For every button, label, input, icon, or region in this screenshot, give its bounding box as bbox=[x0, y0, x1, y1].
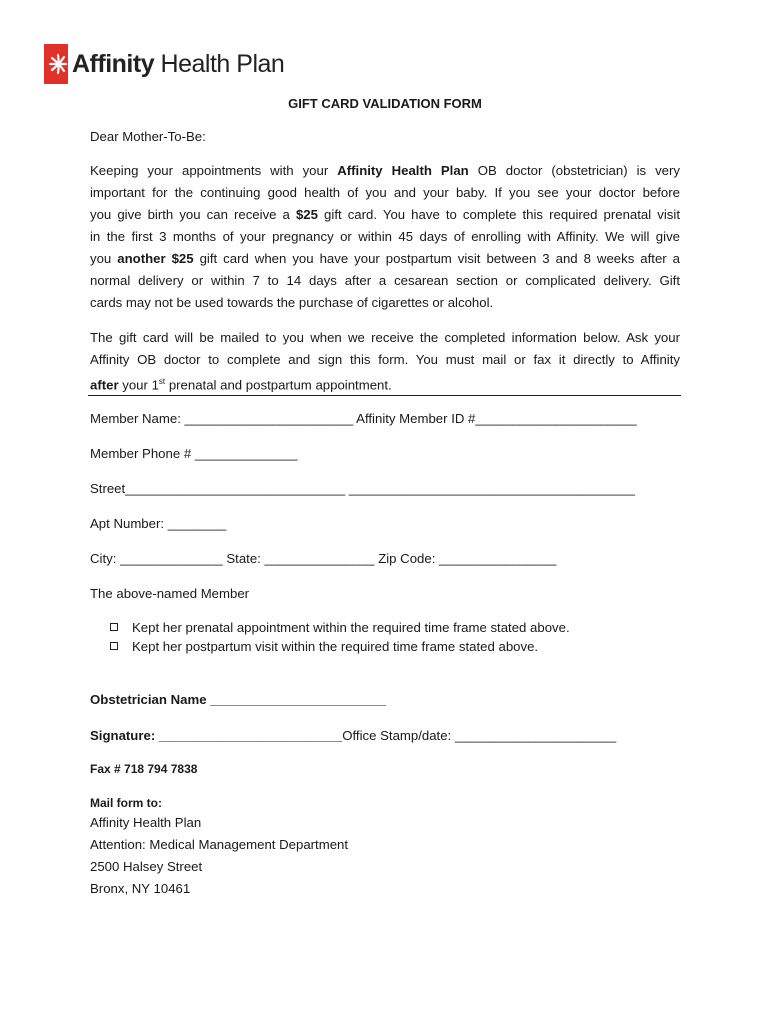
affinity-logo bbox=[44, 44, 284, 84]
affinity-logo-icon bbox=[44, 44, 68, 84]
signature-row bbox=[90, 728, 616, 743]
mailing-address bbox=[90, 812, 348, 900]
address-line: Affinity Health Plan bbox=[90, 815, 202, 830]
prenatal-checkbox-label: Kept her prenatal appointment within the required time frame stated above. bbox=[132, 620, 570, 635]
fax-number: Fax # 718 794 7838 bbox=[90, 762, 198, 776]
prenatal-checkbox[interactable] bbox=[110, 623, 118, 631]
above-named-member: The above-named Member bbox=[90, 586, 250, 601]
address-line: Bronx, NY 10461 bbox=[90, 881, 191, 896]
office-stamp-field[interactable]: Office Stamp/date: ______________________ bbox=[342, 728, 617, 743]
obstetrician-name-field[interactable]: Obstetrician Name ________________________ bbox=[90, 692, 387, 707]
logo-wordmark: Affinity Health Plan bbox=[72, 50, 285, 78]
mailing-paragraph: The gift card will be mailed to you when we receive the completed information below. Ask your Affinity OB doctor to complete and sign this form. You must mail or fax it directly to Affinity after your 1st prenatal and postpartum appointment. bbox=[90, 330, 680, 393]
prenatal-checkbox-row[interactable] bbox=[110, 620, 570, 635]
apt-number-field[interactable]: Apt Number: ________ bbox=[90, 516, 227, 531]
address-line: 2500 Halsey Street bbox=[90, 859, 203, 874]
zip-code-field[interactable]: Zip Code: ________________ bbox=[374, 551, 557, 566]
greeting: Dear Mother-To-Be: bbox=[90, 129, 206, 144]
postpartum-checkbox-row[interactable] bbox=[110, 639, 538, 654]
member-id-field[interactable]: Affinity Member ID #______________________ bbox=[353, 411, 637, 426]
mail-form-label: Mail form to: bbox=[90, 796, 162, 810]
state-field[interactable]: State: _______________ bbox=[222, 551, 375, 566]
section-divider bbox=[88, 395, 681, 396]
member-phone-field[interactable]: Member Phone # ______________ bbox=[90, 446, 298, 461]
intro-paragraph: Keeping your appointments with your Affinity Health Plan OB doctor (obstetrician) is very important for the continuing good health of you and your baby. If you see your doctor before you give birth you can receive a $25 gift card. You have to complete this required prenatal visit in the first 3 months of your pregnancy or within 45 days of enrolling with Affinity. We will give you another $25 gift card when you have your postpartum visit between 3 and 8 weeks after a normal delivery or within 7 to 14 days after a cesarean section or complicated delivery. Gift cards may not be used towards the purchase of cigarettes or alcohol. bbox=[90, 163, 680, 310]
city-state-zip-row bbox=[90, 551, 556, 566]
street-field[interactable]: Street______________________________ _______________________________________ bbox=[90, 481, 635, 496]
signature-field[interactable]: Signature: _________________________ bbox=[90, 728, 343, 743]
form-title: GIFT CARD VALIDATION FORM bbox=[288, 96, 482, 111]
postpartum-checkbox[interactable] bbox=[110, 642, 118, 650]
postpartum-checkbox-label: Kept her postpartum visit within the required time frame stated above. bbox=[132, 639, 539, 654]
address-line: Attention: Medical Management Department bbox=[90, 837, 349, 852]
member-name-field[interactable]: Member Name: _______________________ bbox=[90, 411, 354, 426]
member-info-row bbox=[90, 411, 637, 426]
city-field[interactable]: City: ______________ bbox=[90, 551, 223, 566]
